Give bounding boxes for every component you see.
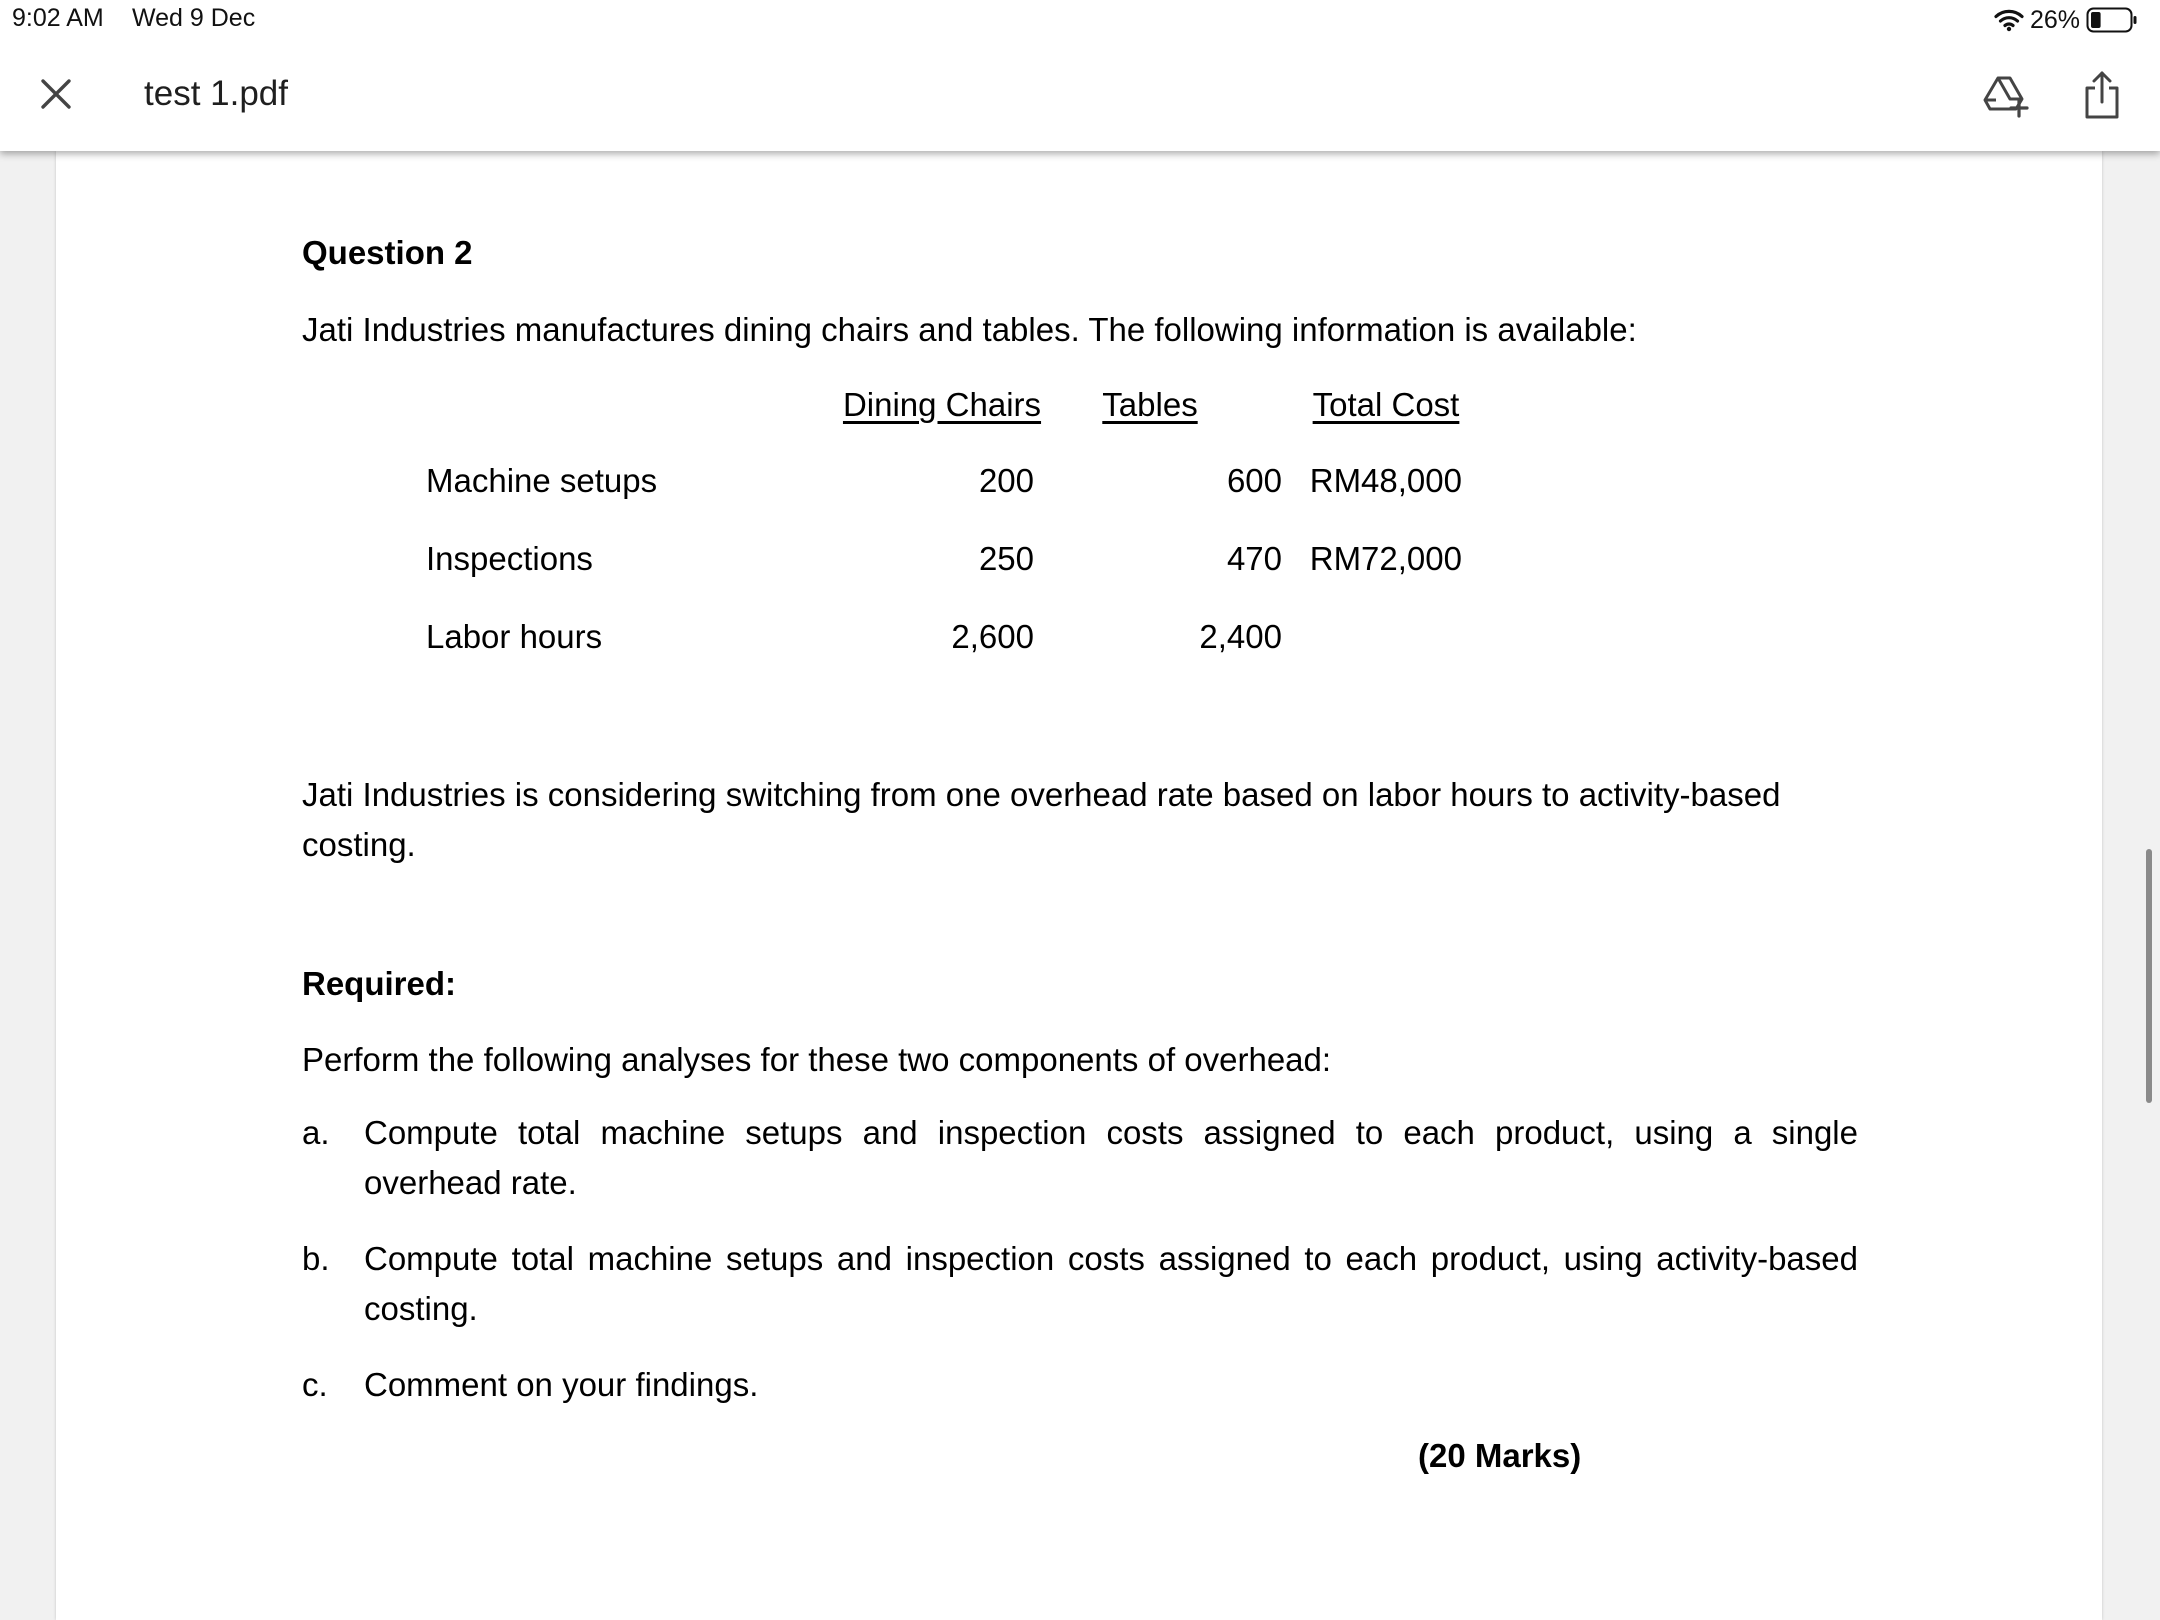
cell-tables: 2,400 [1199,618,1282,655]
cell-chairs: 250 [978,540,1034,577]
task-marker: c. [302,1366,328,1403]
consider-paragraph: Jati Industries is considering switching from one overhead rate based on labor hours to activity-based costing. [302,776,1781,863]
column-header-dining-chairs: Dining Chairs [842,386,1042,423]
close-icon [39,77,73,111]
app-bar [0,40,2160,151]
intro-paragraph: Jati Industries manufactures dining chairs and tables. The following information is available: [302,311,1637,348]
task-item-a [302,1108,1858,1208]
cell-tables: 600 [1226,462,1282,499]
cell-tables: 470 [1226,540,1282,577]
share-icon [2082,70,2122,120]
document-title: test 1.pdf [144,74,288,113]
row-label-inspections: Inspections [426,540,593,577]
close-button[interactable] [30,68,82,120]
add-to-drive-button[interactable] [1978,68,2034,124]
task-item-b [302,1234,1858,1334]
task-item-c [302,1360,1858,1410]
column-header-tables: Tables [1102,386,1198,423]
cell-total: RM72,000 [1309,540,1462,577]
add-to-drive-icon [1983,74,2029,118]
status-bar [0,0,2160,40]
wifi-icon [1994,8,2024,32]
cell-chairs: 200 [978,462,1034,499]
required-heading: Required: [302,965,457,1002]
column-header-total-cost: Total Cost [1312,386,1460,423]
task-text: Compute total machine setups and inspection costs assigned to each product, using activity-based costing. [364,1240,1858,1327]
scroll-indicator[interactable] [2146,849,2152,1103]
battery-icon [2086,7,2138,33]
status-date: Wed 9 Dec [132,4,256,32]
cost-table [302,386,1858,658]
row-label-machine-setups: Machine setups [426,462,658,499]
marks-label: (20 Marks) [1418,1437,1582,1474]
pdf-page [56,151,2102,1620]
share-button[interactable] [2074,66,2130,124]
perform-paragraph: Perform the following analyses for these two components of overhead: [302,1041,1332,1078]
task-text: Compute total machine setups and inspection costs assigned to each product, using a single overhead rate. [364,1114,1858,1201]
status-indicators [1994,3,2138,37]
status-time: 9:02 AM [12,4,104,32]
cell-chairs: 2,600 [951,618,1034,655]
task-marker: a. [302,1114,330,1151]
document-viewer[interactable] [0,151,2160,1620]
cell-total: RM48,000 [1309,462,1462,499]
task-text: Comment on your findings. [364,1366,759,1403]
row-label-labor-hours: Labor hours [426,618,603,655]
battery-percent: 26% [2029,5,2080,34]
task-list [302,1108,1858,1410]
task-marker: b. [302,1240,330,1277]
question-heading: Question 2 [302,234,473,271]
page-content [302,234,1858,1476]
